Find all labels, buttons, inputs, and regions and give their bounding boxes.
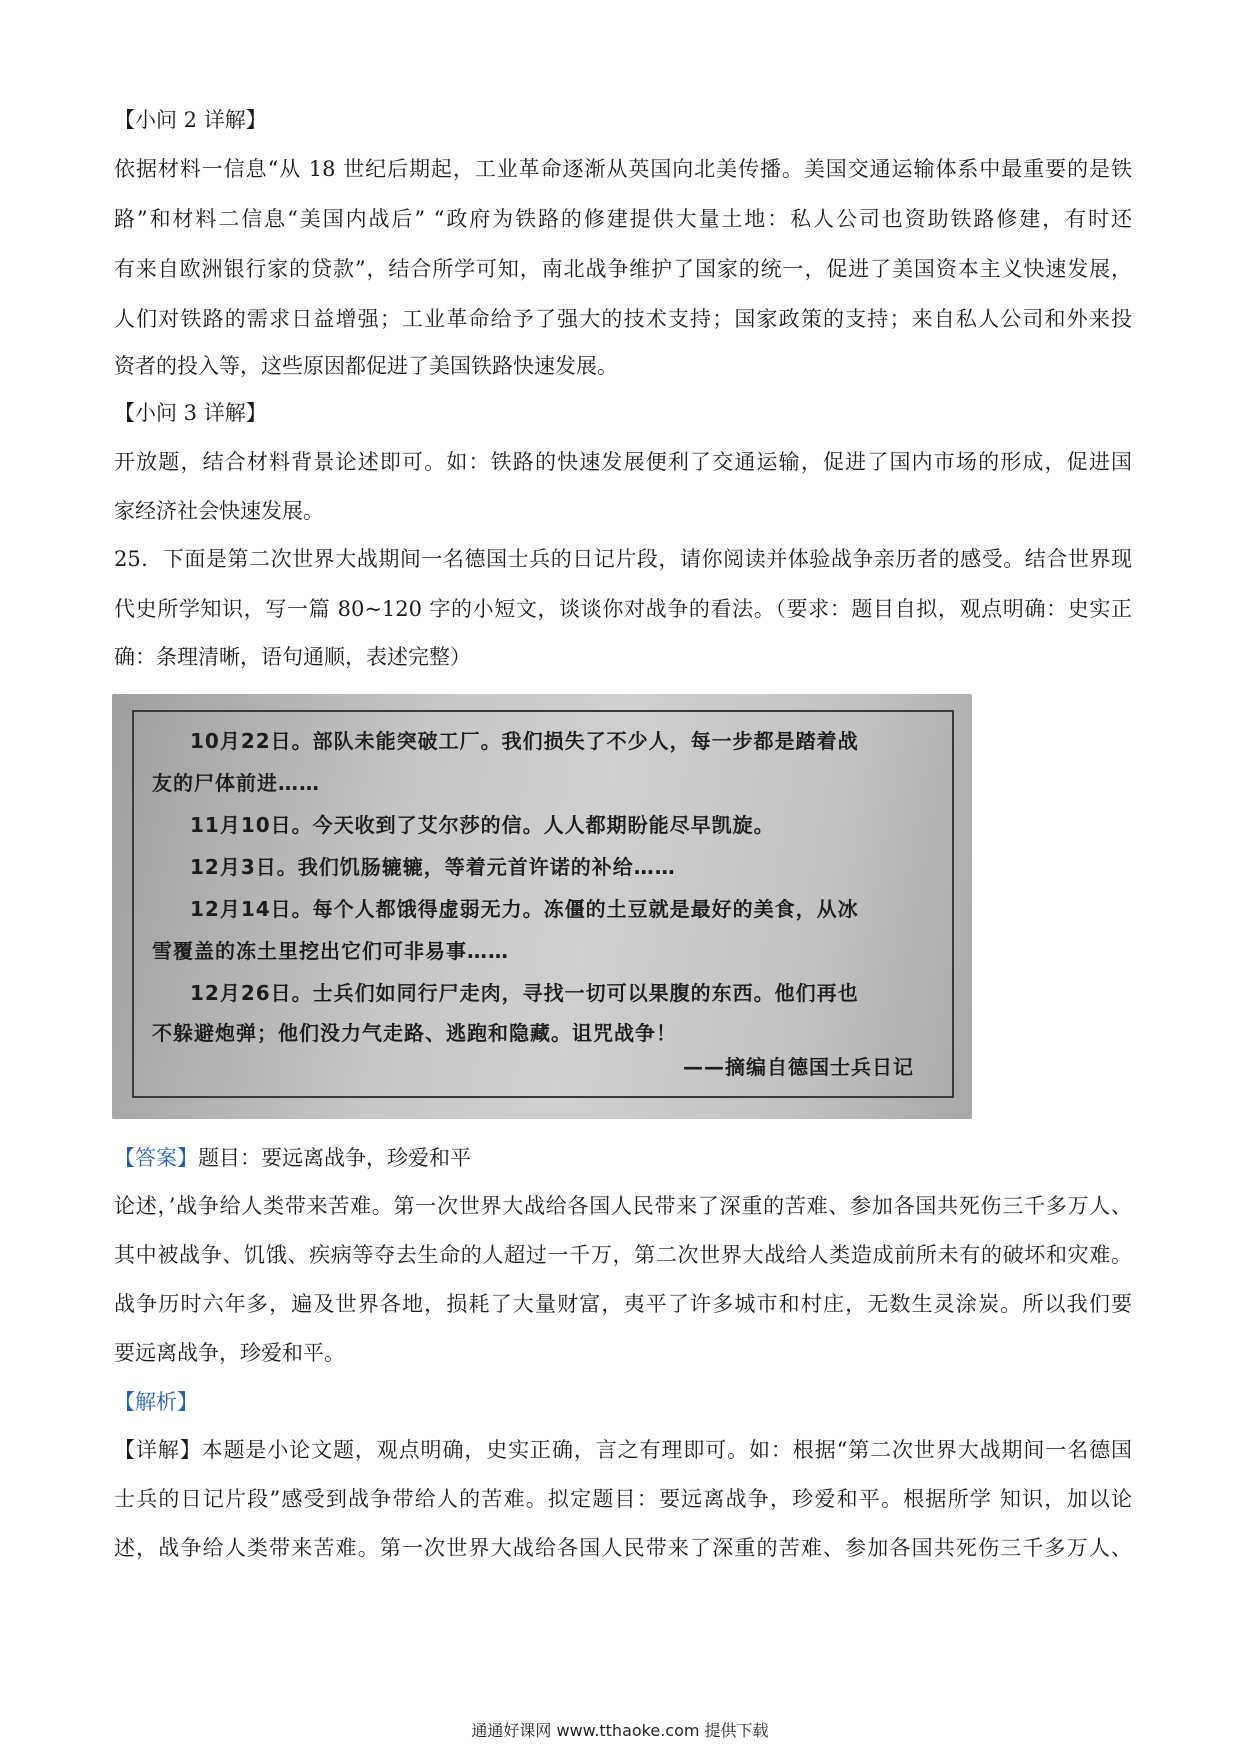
analysis-line-2: 士兵的日记片段”感受到战争带给人的苦难。拟定题目：要远离战争，珍爱和平。根据所学 知识，加以论 (114, 1487, 1132, 1511)
q25-line-2: 代史所学知识，写一篇 80~120 字的小短文，谈谈你对战争的看法。（要求：题目自拟，观点明确：史实正 (114, 597, 1132, 621)
diary-line-2: 友的尸体前进…… (152, 771, 320, 795)
q2-line-4: 人们对铁路的需求日益增强；工业革命给予了强大的技术支持；国家政策的支持；来自私人公司和外来投 (114, 307, 1132, 331)
q2-line-2: 路”和材料二信息“美国内战后” “政府为铁路的修建提供大量土地：私人公司也资助铁路修建，有时还 (114, 207, 1132, 231)
analysis-line-1: 【详解】本题是小论文题，观点明确，史实正确，言之有理即可。如：根据“第二次世界大战期间一名德国 (114, 1438, 1132, 1462)
diary-line-4: 12月3日。我们饥肠辘辘，等着元首许诺的补给…… (190, 855, 676, 879)
analysis-line-3: 述，战争给人类带来苦难。第一次世界大战给各国人民带来了深重的苦难、参加各国共死伤三千多万人、 (114, 1536, 1132, 1560)
diary-line-8: 不躲避炮弹；他们没力气走路、逃跑和隐藏。诅咒战争！ (152, 1021, 677, 1045)
diary-line-1: 10月22日。部队未能突破工厂。我们损失了不少人，每一步都是踏着战 (190, 729, 859, 753)
answer-line-2: 其中被战争、饥饿、疾病等夺去生命的人超过一千万，第二次世界大战给人类造成前所未有的破坏和灾难。 (114, 1243, 1132, 1267)
diary-line-3: 11月10日。今天收到了艾尔莎的信。人人都期盼能尽早凯旋。 (190, 813, 775, 837)
answer-title: 题目：要远离战争，珍爱和平 (198, 1146, 471, 1170)
answer-line-3: 战争历时六年多，遍及世界各地，损耗了大量财富，夷平了许多城市和村庄，无数生灵涂炭。所以我们要 (114, 1292, 1132, 1316)
q3-line-1: 开放题，结合材料背景论述即可。如：铁路的快速发展便利了交通运输，促进了国内市场的形成，促进国 (114, 450, 1132, 474)
q25-line-1: 25．下面是第二次世界大战期间一名德国士兵的日记片段，请你阅读并体验战争亲历者的感受。结合世界现 (114, 547, 1132, 571)
analysis-label: 【解析】 (114, 1390, 198, 1414)
diary-line-7: 12月26日。士兵们如同行尸走肉，寻找一切可以果腹的东西。他们再也 (190, 981, 859, 1005)
diary-photo (112, 694, 972, 1119)
q2-line-1: 依据材料一信息“从 18 世纪后期起，工业革命逐渐从英国向北美传播。美国交通运输体系中最重要的是铁 (114, 157, 1132, 181)
q2-line-5: 资者的投入等，这些原因都促进了美国铁路快速发展。 (114, 354, 618, 378)
q25-line-3: 确：条理清晰，语句通顺，表述完整） (114, 645, 471, 669)
q3-heading: 【小问 3 详解】 (114, 401, 267, 425)
page-footer: 通通好课网 www.tthaoke.com 提供下载 (471, 1721, 769, 1740)
diary-source: ——摘编自德国士兵日记 (683, 1055, 914, 1079)
answer-line-4: 要远离战争，珍爱和平。 (114, 1341, 345, 1365)
q3-line-2: 家经济社会快速发展。 (114, 499, 324, 523)
q2-line-3: 有来自欧洲银行家的贷款”，结合所学可知，南北战争维护了国家的统一，促进了美国资本主义快速发展， (114, 257, 1132, 281)
diary-line-5: 12月14日。每个人都饿得虚弱无力。冻僵的土豆就是最好的美食，从冰 (190, 897, 859, 921)
diary-line-6: 雪覆盖的冻土里挖出它们可非易事…… (152, 939, 509, 963)
q2-heading: 【小问 2 详解】 (114, 108, 267, 132)
answer-title-line (114, 1144, 1132, 1172)
answer-label: 【答案】 (114, 1146, 198, 1170)
answer-line-1: 论述，’战争给人类带来苦难。第一次世界大战给各国人民带来了深重的苦难、参加各国共死伤三千多万人、 (114, 1194, 1132, 1218)
